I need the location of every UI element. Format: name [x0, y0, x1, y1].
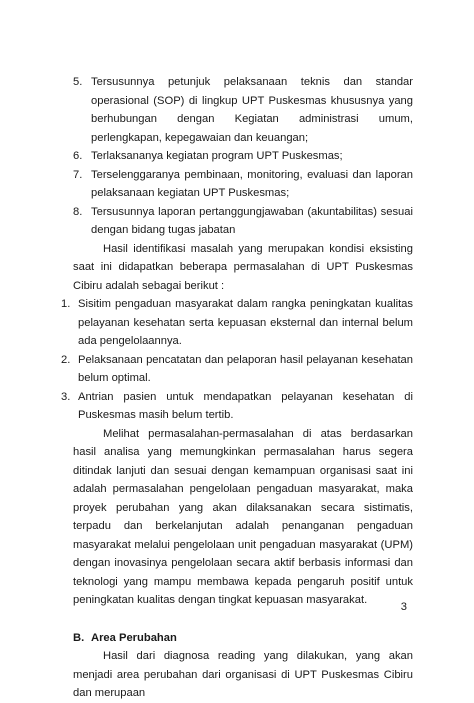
- list-text: Tersusunnya petunjuk pelaksanaan teknis dan standar operasional (SOP) di lingkup UPT Puskesmas khususnya yang berhubungan dengan Kegiatan administrasi umum, perlengkapan, kepegawaian dan keuangan;: [91, 76, 413, 144]
- list-item: [73, 147, 413, 166]
- list-number: 7.: [73, 168, 83, 181]
- list-number: 6.: [73, 150, 83, 162]
- list-number: 3.: [61, 390, 71, 403]
- list-number: 2.: [61, 353, 71, 366]
- list-text: Antrian pasien untuk mendapatkan pelayanan kesehatan di Puskesmas masih belum tertib.: [78, 390, 413, 421]
- objectives-list: [73, 73, 413, 240]
- list-text: Tersusunnya laporan pertanggungjawaban (akuntabilitas) sesuai dengan bidang tugas jabatan: [91, 205, 413, 236]
- problems-list: [61, 295, 413, 425]
- list-number: 8.: [73, 205, 83, 218]
- page-content: [61, 73, 413, 703]
- section-title: Area Perubahan: [91, 631, 177, 644]
- page-number: 3: [400, 601, 407, 613]
- paragraph-change-area: Hasil dari diagnosa reading yang dilakukan, yang akan menjadi area perubahan dari organisasi di UPT Puskesmas Cibiru dan merupaan: [73, 650, 413, 699]
- list-item: [73, 73, 413, 147]
- list-item: [61, 388, 413, 425]
- list-number: 1.: [61, 298, 71, 310]
- paragraph-analysis: Melihat permasalahan-permasalahan di atas berdasarkan hasil analisa yang memungkinkan permasalahan harus segera ditindak lanjuti dan sesuai dengan kemampuan organisasi saat ini adalah permasalahan pengelolaan pengaduan masyarakat, maka proyek perubahan yang akan dilaksanakan secara sistimatis, terpadu dan berkelanjutan adalah penanganan pengaduan masyarakat melalui pengelolaan unit pengaduan masyarakat (UPM) dengan inovasinya pengelolaan secara aktif berbasis informasi dan teknologi yang mampu membawa kepada pengaruh positif untuk peningkatan kualitas dengan tingkat kepuasan masyarakat.: [73, 427, 413, 606]
- list-text: Sisitim pengaduan masyarakat dalam rangka peningkatan kualitas pelayanan kesehatan serta kepuasan eksternal dan internal belum ada pengelolaannya.: [78, 298, 413, 347]
- list-item: [73, 166, 413, 203]
- list-item: [61, 351, 413, 388]
- list-text: Terlaksananya kegiatan program UPT Puskesmas;: [91, 150, 343, 162]
- list-text: Terselenggaranya pembinaan, monitoring, evaluasi dan laporan pelaksanaan kegiatan UPT Puskesmas;: [91, 168, 413, 199]
- section-heading: [73, 629, 413, 648]
- paragraph-problem-identification: Hasil identifikasi masalah yang merupakan kondisi eksisting saat ini didapatkan beberapa permasalahan di UPT Puskesmas Cibiru adalah sebagai berikut :: [73, 242, 413, 292]
- list-item: [61, 295, 413, 351]
- section-number: B.: [73, 631, 85, 644]
- list-item: [73, 203, 413, 240]
- list-number: 5.: [73, 76, 83, 88]
- list-text: Pelaksanaan pencatatan dan pelaporan hasil pelayanan kesehatan belum optimal.: [78, 353, 413, 384]
